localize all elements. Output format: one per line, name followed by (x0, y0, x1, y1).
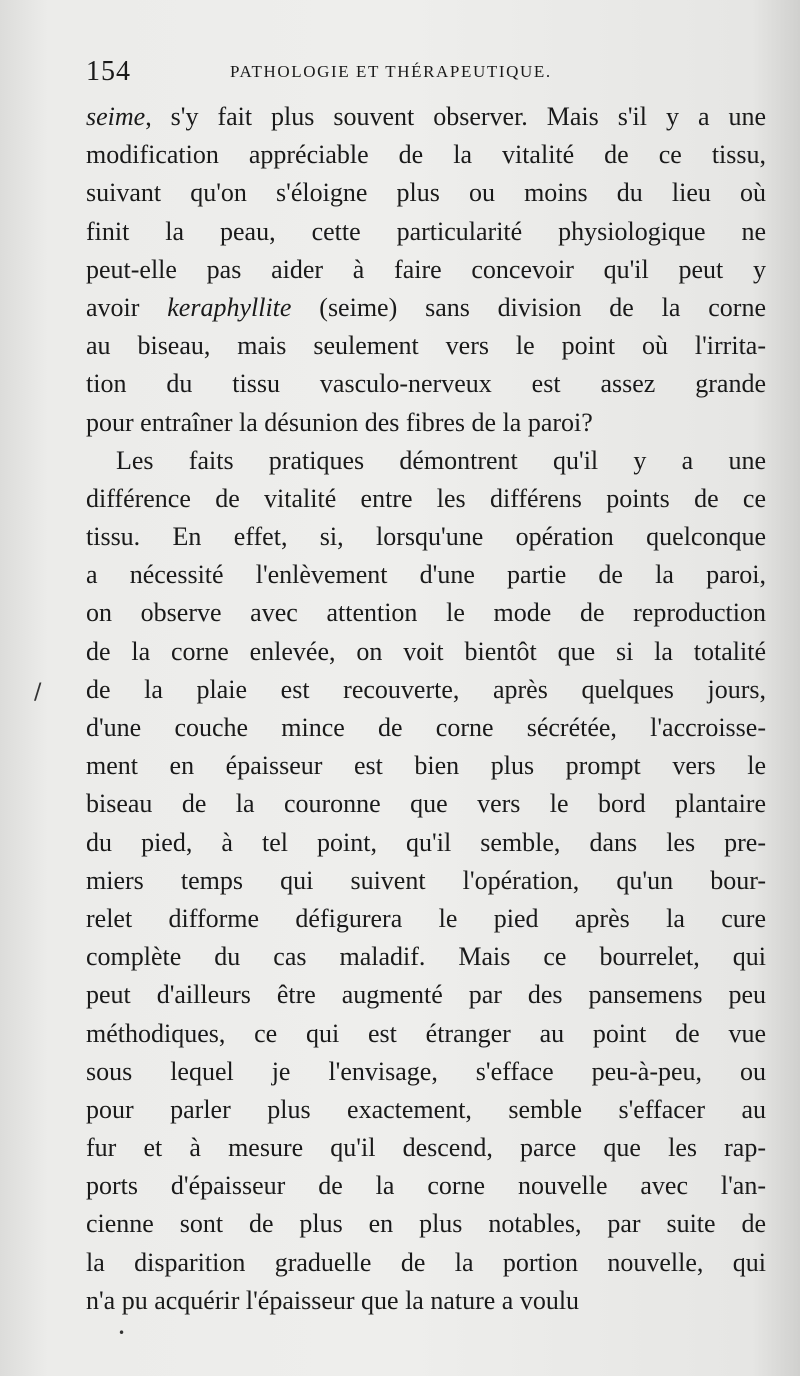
text-segment: pour entraîner la désunion des fibres de la paroi? (86, 407, 593, 437)
text-segment: finit la peau, cette particularité physiologique ne (86, 216, 766, 246)
text-line (86, 1053, 766, 1091)
page-header (86, 56, 756, 96)
text-line (86, 98, 766, 136)
running-title: PATHOLOGIE ET THÉRAPEUTIQUE. (230, 62, 552, 81)
margin-mark: / (34, 680, 42, 705)
text-line (86, 594, 766, 632)
text-line (86, 174, 766, 212)
text-segment: biseau de la couronne que vers le bord plantaire (86, 789, 766, 819)
text-segment: du pied, à tel point, qu'il semble, dans les pre- (86, 827, 766, 857)
paragraph (86, 442, 766, 1320)
text-line (86, 1129, 766, 1167)
text-line (86, 900, 766, 938)
text-segment: avoir (86, 292, 168, 322)
text-segment: fur et à mesure qu'il descend, parce que les rap- (86, 1133, 766, 1163)
text-segment: complète du cas maladif. Mais ce bourrelet, qui (86, 942, 766, 972)
text-line (86, 633, 766, 671)
text-line (86, 1205, 766, 1243)
text-segment: ment en épaisseur est bien plus prompt vers le (86, 751, 766, 781)
text-line (86, 709, 766, 747)
text-line (86, 480, 766, 518)
text-segment: a nécessité l'enlèvement d'une partie de la paroi, (86, 560, 766, 590)
text-segment: peut d'ailleurs être augmenté par des pansemens peu (86, 980, 766, 1010)
text-segment: d'une couche mince de corne sécrétée, l'accroisse- (86, 713, 766, 742)
text-segment: modification appréciable de la vitalité de ce tissu, (86, 140, 766, 170)
text-line (86, 1091, 766, 1129)
italic-term: keraphyllite (167, 292, 292, 322)
text-segment: tissu. En effet, si, lorsqu'une opération quelconque (86, 522, 766, 552)
text-segment: sous lequel je l'envisage, s'efface peu-à-peu, ou (86, 1056, 766, 1086)
text-segment: de la corne enlevée, on voit bientôt que si la totalité (86, 636, 766, 666)
text-segment: peut-elle pas aider à faire concevoir qu'il peut y (86, 254, 766, 284)
page-number: 154 (86, 56, 131, 87)
text-segment: pour parler plus exactement, semble s'effacer au (86, 1094, 766, 1124)
text-line (86, 671, 766, 709)
text-line (86, 785, 766, 823)
text-segment: on observe avec attention le mode de reproduction (86, 598, 766, 628)
text-segment: Les faits pratiques démontrent qu'il y a une (116, 445, 766, 475)
text-line (86, 556, 766, 594)
text-segment: cienne sont de plus en plus notables, par suite de (86, 1209, 766, 1239)
text-line (86, 747, 766, 785)
text-line (86, 938, 766, 976)
text-line (86, 327, 766, 365)
margin-mark: • (118, 1326, 126, 1340)
text-segment: tion du tissu vasculo-nerveux est assez grande (86, 369, 766, 399)
text-segment: relet difforme défigurera le pied après la cure (86, 903, 766, 933)
text-line (86, 289, 766, 327)
text-line (86, 518, 766, 556)
text-segment: n'a pu acquérir l'épaisseur que la nature a voulu (86, 1285, 580, 1315)
text-segment: la disparition graduelle de la portion nouvelle, qui (86, 1247, 766, 1277)
text-line (86, 1015, 766, 1053)
text-line (86, 213, 766, 251)
text-line (86, 1282, 766, 1320)
text-segment: de la plaie est recouverte, après quelques jours, (86, 674, 766, 704)
text-line (86, 1244, 766, 1282)
text-segment: suivant qu'on s'éloigne plus ou moins du lieu où (86, 178, 766, 208)
italic-term: seime (86, 102, 146, 131)
text-segment: différence de vitalité entre les différens points de ce (86, 483, 766, 513)
text-line (86, 1167, 766, 1205)
text-line (86, 976, 766, 1014)
text-segment: au biseau, mais seulement vers le point où l'irrita- (86, 331, 766, 361)
text-line (86, 365, 766, 403)
text-line (86, 862, 766, 900)
paragraph (86, 98, 766, 442)
text-segment: miers temps qui suivent l'opération, qu'un bour- (86, 865, 766, 895)
text-line (86, 136, 766, 174)
text-segment: méthodiques, ce qui est étranger au point de vue (86, 1018, 766, 1048)
text-segment: , s'y fait plus souvent observer. Mais s'il y a une (145, 102, 766, 131)
text-segment: (seime) sans division de la corne (291, 292, 767, 322)
text-line (86, 251, 766, 289)
text-line (86, 442, 766, 480)
text-segment: ports d'épaisseur de la corne nouvelle avec l'an- (86, 1171, 766, 1201)
text-line (86, 824, 766, 862)
body-text (86, 98, 766, 1320)
text-line (86, 404, 766, 442)
